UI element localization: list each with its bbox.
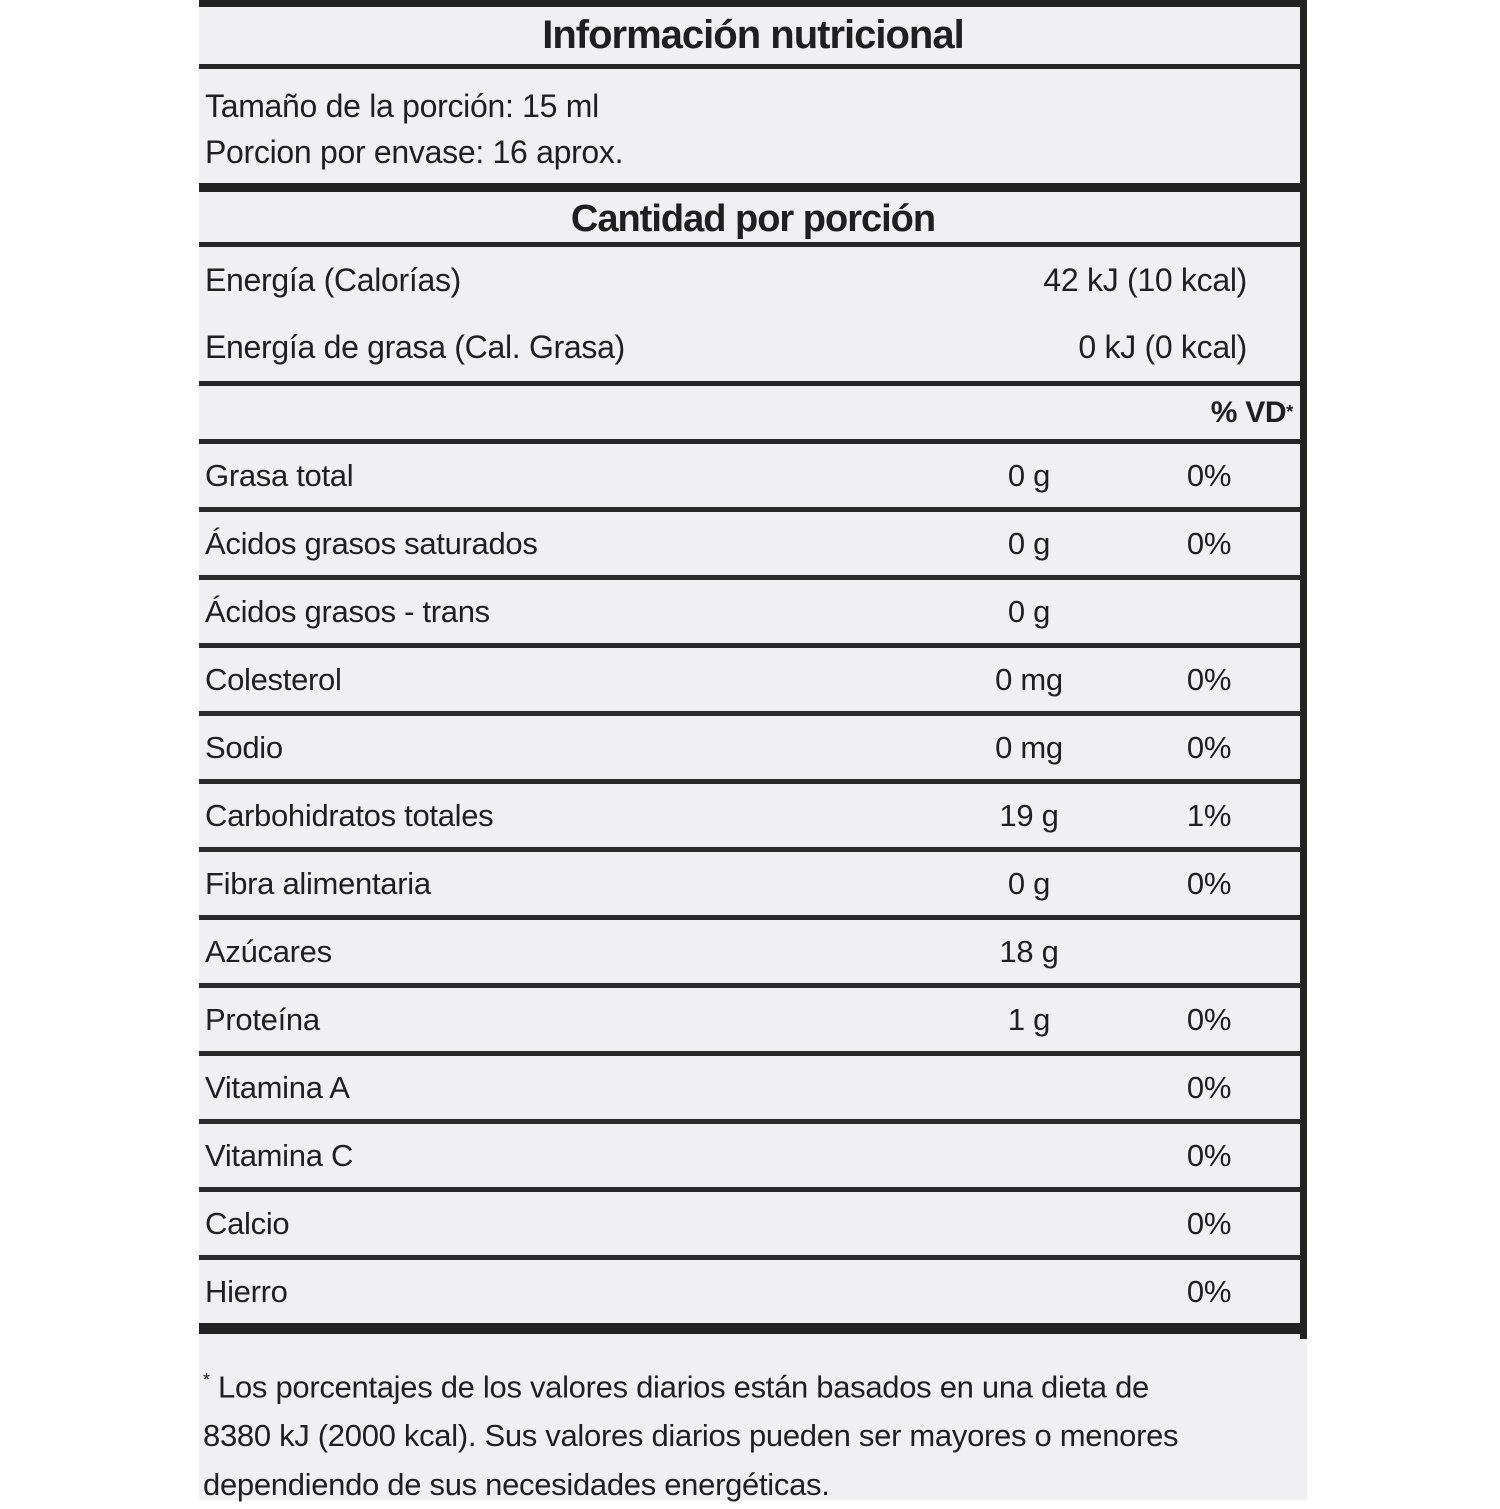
table-row [199, 580, 1307, 648]
label-right-border [1300, 0, 1307, 1339]
nutrient-name: Calcio [205, 1205, 290, 1241]
serving-info [199, 69, 1307, 192]
label-title: Información nutricional [199, 7, 1307, 69]
nutrient-name: Grasa total [205, 457, 354, 493]
table-row [199, 988, 1307, 1056]
energy-value: 42 kJ (10 kcal) [1043, 262, 1247, 298]
nutrient-dv: 0% [1186, 1069, 1232, 1105]
nutrient-amount: 0 g [1007, 593, 1051, 629]
footnote-line: dependiendo de sus necesidades energéticas. [203, 1467, 830, 1503]
table-row [199, 920, 1307, 988]
table-row [199, 784, 1307, 852]
nutrient-name: Sodio [205, 729, 283, 765]
nutrient-dv: 0% [1186, 865, 1232, 901]
nutrient-name: Azúcares [205, 933, 332, 969]
table-row [199, 1056, 1307, 1124]
nutrient-name: Fibra alimentaria [205, 865, 431, 901]
table-row [199, 648, 1307, 716]
energy-fat-label: Energía de grasa (Cal. Grasa) [205, 329, 625, 365]
table-row [199, 512, 1307, 580]
nutrient-name: Ácidos grasos - trans [205, 593, 490, 629]
nutrient-dv: 0% [1186, 1001, 1232, 1037]
daily-value-footnote [199, 1334, 1307, 1509]
table-row [199, 716, 1307, 784]
table-row [199, 444, 1307, 512]
nutrient-dv: 1% [1186, 797, 1232, 833]
nutrient-dv: 0% [1186, 1273, 1232, 1309]
table-row [199, 1260, 1307, 1334]
nutrient-name: Hierro [205, 1273, 288, 1309]
energy-fat-row [199, 314, 1307, 381]
nutrient-dv: 0% [1186, 457, 1232, 493]
footnote-asterisk: * [203, 1370, 210, 1390]
nutrient-dv: 0% [1186, 729, 1232, 765]
nutrient-amount: 0 g [1007, 525, 1051, 561]
footnote-line: 8380 kJ (2000 kcal). Sus valores diarios pueden ser mayores o menores [203, 1418, 1179, 1454]
nutrient-dv: 0% [1186, 1137, 1232, 1173]
nutrient-dv: 0% [1186, 1205, 1232, 1241]
nutrient-amount: 19 g [999, 797, 1059, 833]
nutrient-name: Ácidos grasos saturados [205, 525, 538, 561]
table-row [199, 1124, 1307, 1192]
nutrient-name: Colesterol [205, 661, 342, 697]
energy-label: Energía (Calorías) [205, 262, 462, 298]
energy-fat-value: 0 kJ (0 kcal) [1078, 329, 1247, 365]
nutrient-amount: 1 g [1007, 1001, 1051, 1037]
nutrient-amount: 0 mg [995, 661, 1063, 697]
footnote-line: * Los porcentajes de los valores diarios están basados en una dieta de [203, 1369, 1149, 1405]
table-row [199, 852, 1307, 920]
servings-per-container: Porcion por envase: 16 aprox. [205, 134, 624, 170]
nutrient-name: Carbohidratos totales [205, 797, 494, 833]
nutrition-facts-label [199, 0, 1307, 1503]
nutrient-amount: 18 g [999, 933, 1059, 969]
nutrient-amount: 0 g [1007, 865, 1051, 901]
nutrient-name: Vitamina A [205, 1069, 350, 1105]
label-top-rule [199, 0, 1307, 7]
nutrient-name: Proteína [205, 1001, 320, 1037]
amount-per-serving-header: Cantidad por porción [199, 192, 1307, 247]
nutrient-dv: 0% [1186, 525, 1232, 561]
nutrient-dv: 0% [1186, 661, 1232, 697]
daily-value-header-text: % VD [1210, 395, 1287, 429]
daily-value-header-asterisk: * [1286, 402, 1293, 422]
nutrient-amount: 0 g [1007, 457, 1051, 493]
nutrient-amount: 0 mg [995, 729, 1063, 765]
table-row [199, 1192, 1307, 1260]
serving-size: Tamaño de la porción: 15 ml [205, 88, 599, 124]
energy-row [199, 247, 1307, 314]
daily-value-header [199, 386, 1307, 444]
nutrient-name: Vitamina C [205, 1137, 354, 1173]
energy-section [199, 247, 1307, 386]
